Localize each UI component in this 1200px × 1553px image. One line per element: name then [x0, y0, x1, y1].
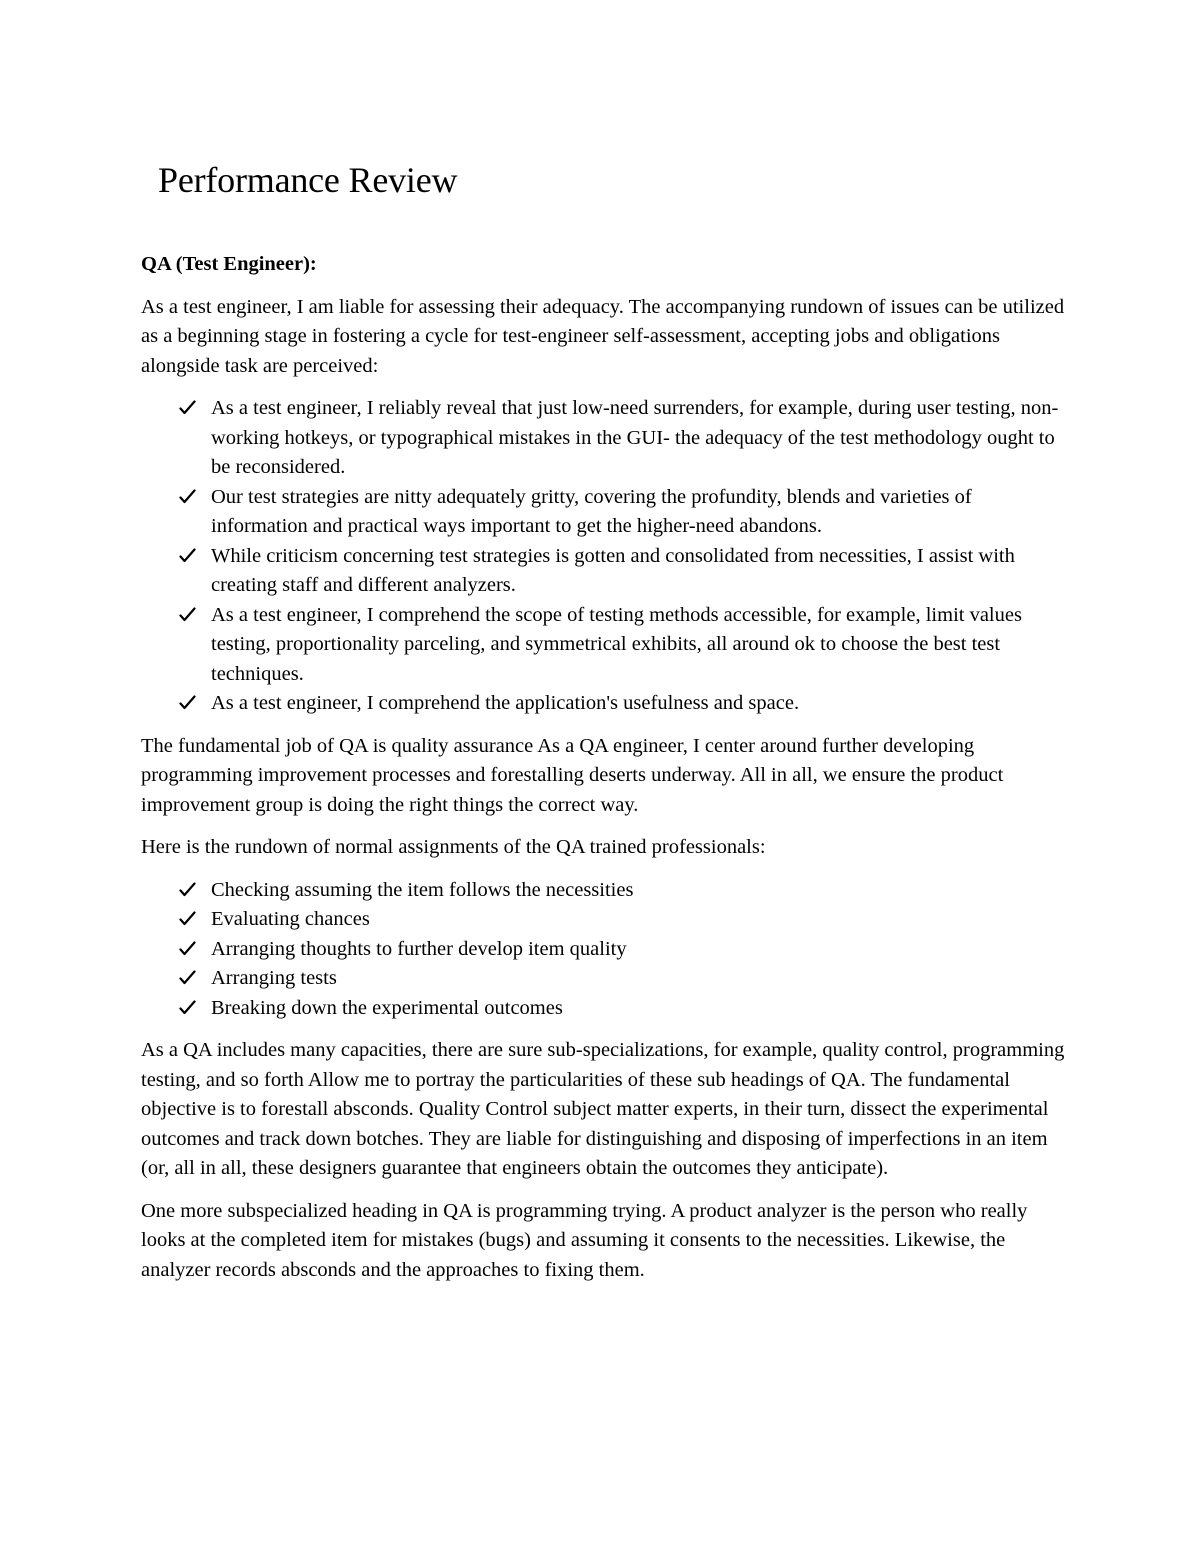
section-heading: QA (Test Engineer): [141, 253, 317, 275]
checkmark-icon [179, 606, 196, 623]
paragraph-software-testing: One more subspecialized heading in QA is programming trying. A product analyzer is the person who really looks at the completed item for mistakes (bugs) and assuming it consents to the necessities. Likewise, the analyzer records absconds and the approaches to fixing them. [141, 1199, 1028, 1281]
checklist-item-text: Arranging thoughts to further develop item quality [211, 937, 627, 960]
assignments-checklist [141, 876, 1071, 1024]
checklist-item [141, 601, 1071, 690]
checklist-item-text: As a test engineer, I comprehend the scope of testing methods accessible, for example, limit values testing, proportionality parceling, and symmetrical exhibits, all around ok to choose the best test techniques. [211, 603, 1022, 685]
checklist-item [141, 483, 1071, 542]
checkmark-icon [179, 881, 196, 898]
checkmark-icon [179, 910, 196, 927]
checkmark-icon [179, 999, 196, 1016]
paragraph-assignments-intro: Here is the rundown of normal assignments of the QA trained professionals: [141, 836, 766, 858]
checkmark-icon [179, 547, 196, 564]
checklist-item-text: Our test strategies are nitty adequately gritty, covering the profundity, blends and varieties of information and practical ways important to get the higher-need abandons. [211, 485, 972, 537]
checklist-item [141, 876, 1071, 906]
checklist-item-text: While criticism concerning test strategies is gotten and consolidated from necessities, I assist with creating staff and different analyzers. [211, 544, 1015, 596]
page-title: Performance Review [158, 160, 458, 200]
paragraph-sub-specializations: As a QA includes many capacities, there are sure sub-specializations, for example, quality control, programming testing, and so forth Allow me to portray the particularities of these sub headings of QA. The fundamental objective is to forestall absconds. Quality Control subject matter experts, in their turn, dissect the experimental outcomes and track down botches. They are liable for distinguishing and disposing of imperfections in an item (or, all in all, these designers guarantee that engineers obtain the outcomes they anticipate). [141, 1039, 1065, 1179]
intro-paragraph: As a test engineer, I am liable for assessing their adequacy. The accompanying rundown of issues can be utilized as a beginning stage in fostering a cycle for test-engineer self-assessment, accepting jobs and obligations alongside task are perceived: [141, 295, 1065, 377]
checklist-item-text: Breaking down the experimental outcomes [211, 996, 563, 1019]
checklist-item [141, 964, 1071, 994]
checklist-item [141, 394, 1071, 483]
checklist-item [141, 994, 1071, 1024]
checkmark-icon [179, 940, 196, 957]
checklist-item-text: Evaluating chances [211, 908, 370, 930]
checklist-item [141, 905, 1071, 935]
paragraph-qa-role: The fundamental job of QA is quality assurance As a QA engineer, I center around further developing programming improvement processes and forestalling deserts underway. All in all, we ensure the product improvement group is doing the right things the correct way. [141, 734, 1004, 816]
checkmark-icon [179, 969, 196, 986]
checkmark-icon [179, 488, 196, 505]
checkmark-icon [179, 399, 196, 416]
self-assessment-checklist [141, 394, 1071, 719]
checkmark-icon [179, 694, 196, 711]
checklist-item-text: As a test engineer, I reliably reveal that just low-need surrenders, for example, during user testing, non-working hotkeys, or typographical mistakes in the GUI- the adequacy of the test methodology ought to be reconsidered. [211, 397, 1059, 478]
checklist-item [141, 542, 1071, 601]
checklist-item [141, 935, 1071, 965]
checklist-item-text: Arranging tests [211, 967, 337, 989]
checklist-item-text: As a test engineer, I comprehend the application's usefulness and space. [211, 692, 800, 714]
document-body [141, 250, 1071, 1298]
checklist-item-text: Checking assuming the item follows the necessities [211, 878, 634, 901]
checklist-item [141, 689, 1071, 719]
